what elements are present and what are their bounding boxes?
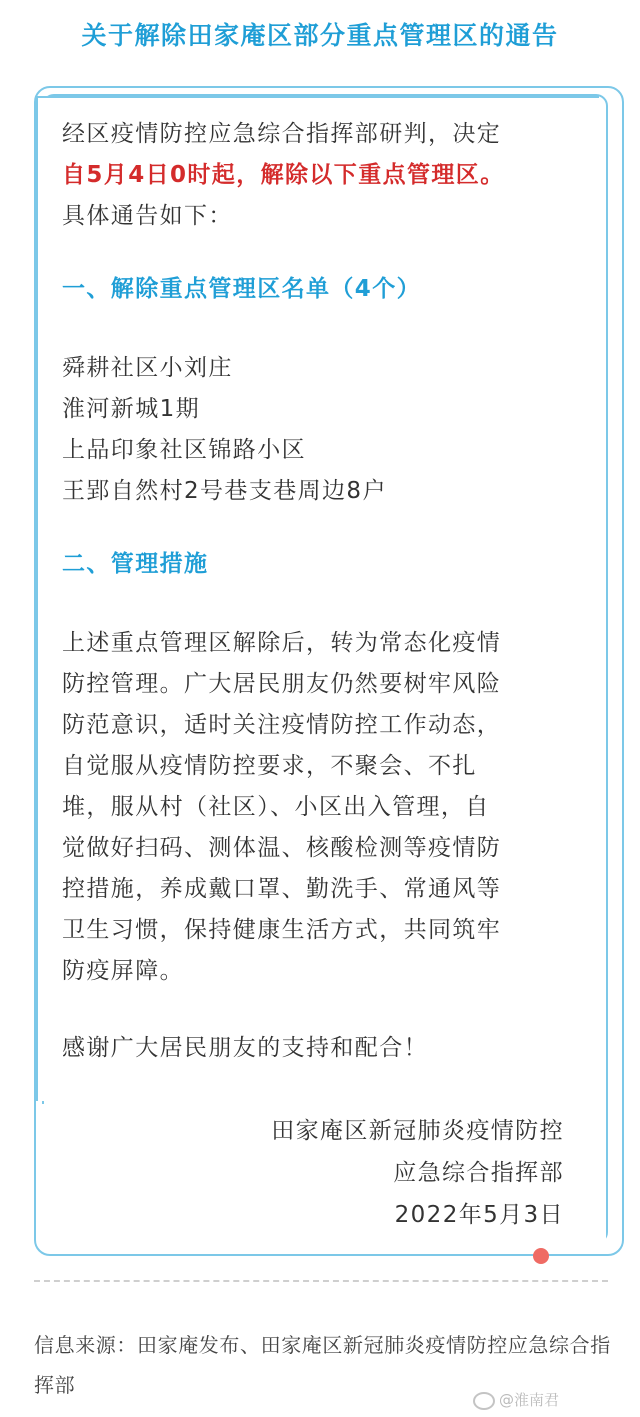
intro-text-end: 具体通告如下： <box>62 203 233 229</box>
signature-date: 2022年5月3日 <box>394 1202 564 1228</box>
spacer <box>62 992 599 1028</box>
thanks-line: 感谢广大居民朋友的支持和配合！ <box>62 1035 428 1061</box>
measures-line: 堆，服从村（社区）、小区出入管理，自 <box>62 794 490 820</box>
notice-body <box>36 96 599 1101</box>
section-heading-measures: 二、管理措施 <box>62 551 209 577</box>
watermark <box>473 1389 559 1410</box>
measures-line: 防控管理。广大居民朋友仍然要树牢风险 <box>62 671 502 697</box>
list-item: 淮河新城1期 <box>62 396 201 422</box>
measures-line: 防范意识，适时关注疫情防控工作动态， <box>62 712 502 738</box>
measures-line: 自觉服从疫情防控要求，不聚会、不扎 <box>62 753 477 779</box>
watermark-text: @淮南君 <box>499 1391 560 1409</box>
signature-org-line2: 应急综合指挥部 <box>393 1160 564 1186</box>
measures-line: 卫生习惯，保持健康生活方式，共同筑牢 <box>62 917 502 943</box>
signature-org-line1: 田家庵区新冠肺炎疫情防控 <box>271 1118 564 1144</box>
section-heading-list: 一、解除重点管理区名单（4个） <box>62 276 422 302</box>
source-note: 信息来源：田家庵发布、田家庵区新冠肺炎疫情防控应急综合指挥部 <box>34 1333 611 1397</box>
dashed-divider <box>34 1280 608 1282</box>
decorative-red-dot <box>533 1248 549 1264</box>
measures-line: 防疫屏障。 <box>62 958 184 984</box>
signature-block <box>40 1104 606 1244</box>
weibo-icon <box>473 1392 495 1410</box>
page-title: 关于解除田家庵区部分重点管理区的通告 <box>81 21 559 50</box>
intro-text: 经区疫情防控应急综合指挥部研判，决定 <box>62 121 502 147</box>
list-item: 上品印象社区锦路小区 <box>62 437 306 463</box>
measures-paragraph <box>62 623 599 992</box>
intro-highlight: 自5月4日0时起，解除以下重点管理区。 <box>62 162 505 188</box>
intro-paragraph <box>62 114 599 237</box>
measures-line: 上述重点管理区解除后，转为常态化疫情 <box>62 630 502 656</box>
released-area-list <box>62 348 599 512</box>
list-item: 舜耕社区小刘庄 <box>62 355 233 381</box>
measures-line: 控措施，养成戴口罩、勤洗手、常通风等 <box>62 876 502 902</box>
measures-line: 觉做好扫码、测体温、核酸检测等疫情防 <box>62 835 502 861</box>
list-item: 王郢自然村2号巷支巷周边8户 <box>62 478 387 504</box>
